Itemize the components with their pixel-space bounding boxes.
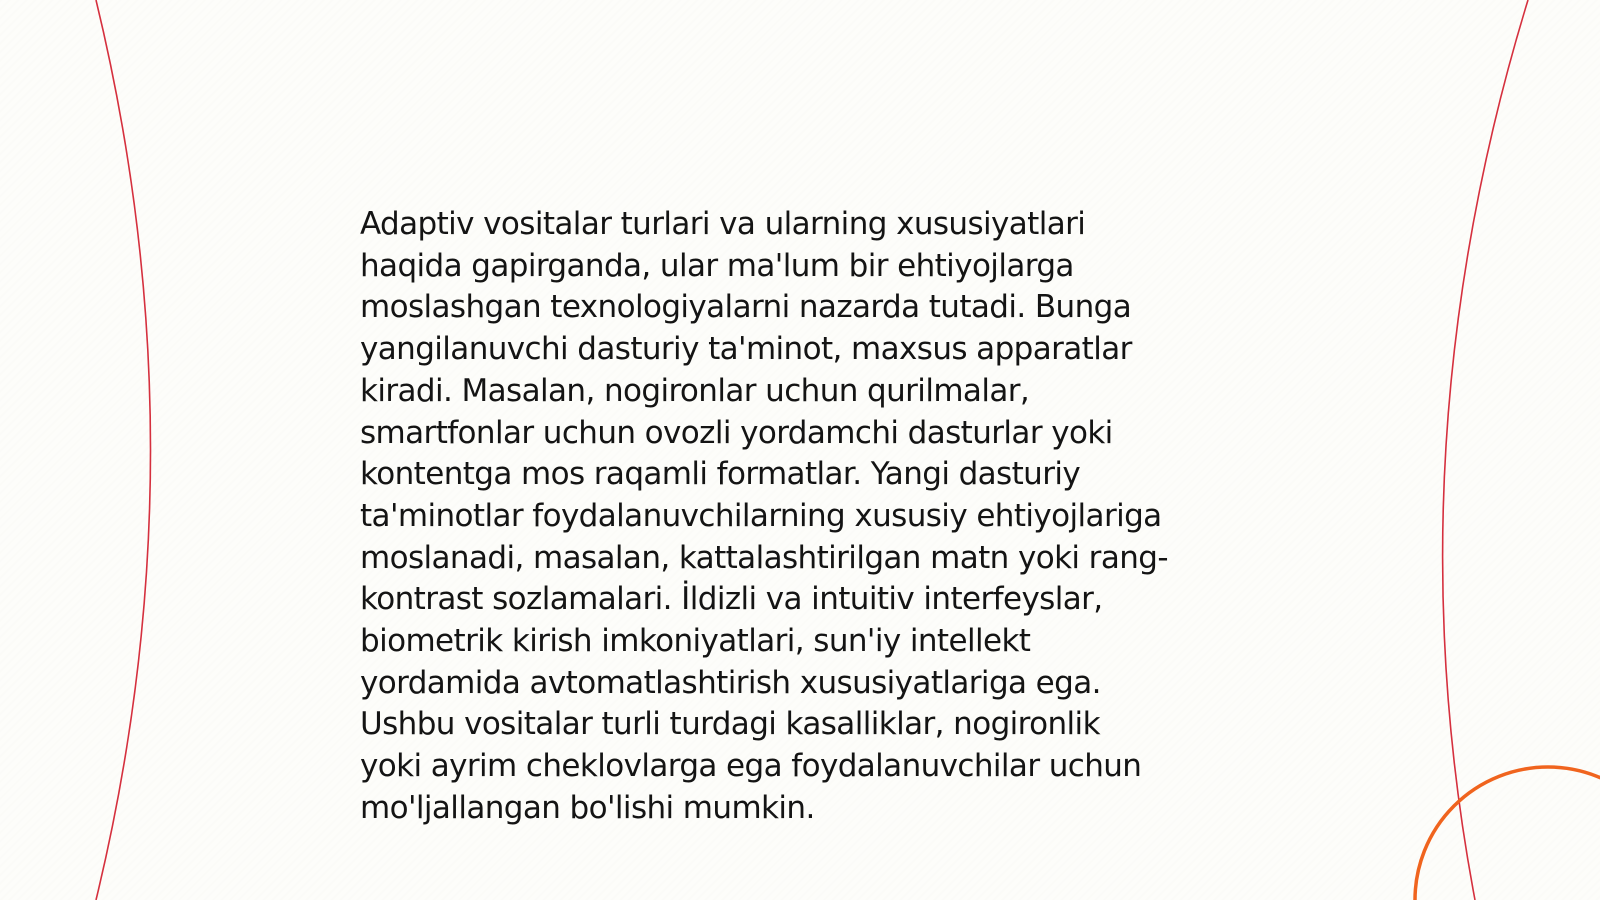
slide-body-text: Adaptiv vositalar turlari va ularning xususiyatlari haqida gapirganda, ular ma'lum bir ehtiyojlarga moslashgan texnologiyalarni nazarda tutadi. Bunga yangilanuvchi dasturiy ta'minot, maxsus apparatlar kiradi. Masalan, nogironlar uchun qurilmalar, smartfonlar uchun ovozli yordamchi dasturlar yoki kontentga mos raqamli formatlar. Yangi dasturiy ta'minotlar foydalanuvchilarning xususiy ehtiyojlariga moslanadi, masalan, kattalashtirilgan matn yoki rang- kontrast sozlamalari. İldizli va intuitiv interfeyslar, biometrik kirish imkoniyatlari, sun'iy intellekt yordamida avtomatlashtirish xususiyatlariga ega. Ushbu vositalar turli turdagi kasalliklar, nogironlik yoki ayrim cheklovlarga ega foydalanuvchilar uchun mo'ljallangan bo'lishi mumkin.	[360, 206, 1168, 826]
left-curve-line	[96, 0, 151, 900]
orange-circle-arc	[1415, 767, 1600, 900]
right-curve-line	[1443, 0, 1528, 900]
